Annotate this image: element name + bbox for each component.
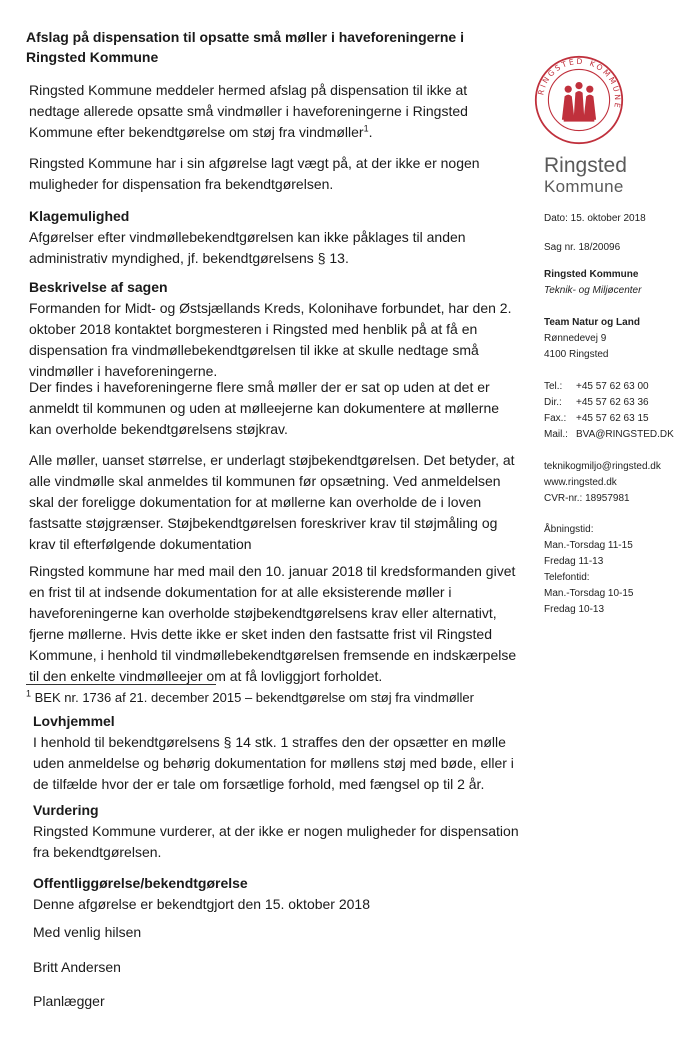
sidebar-org: Ringsted Kommune [544,269,639,280]
sidebar-cvr: CVR-nr.: 18957981 [544,493,630,504]
vurdering-section [33,800,523,863]
lovhjemmel-heading: Lovhjemmel [33,713,115,729]
dir-value[interactable]: +45 57 62 63 36 [576,397,649,408]
ringsted-seal-logo [534,55,624,145]
klage-text: Afgørelser efter vindmøllebekendtgørelsen kan ikke påklages til anden administrativ myndighed, jf. bekendtgørelsens § 13. [29,229,466,266]
hours-title: Åbningstid: [544,524,594,535]
footnote [26,690,474,706]
mail-label: Mail.: [544,429,568,440]
klage-heading: Klagemulighed [29,208,130,224]
sidebar-web [544,459,684,507]
sidebar-date: Dato: 15. oktober 2018 [544,213,646,224]
offentlig-section [33,873,523,915]
phone-weekdays: Man.-Torsdag 10-15 [544,588,634,599]
phone-friday: Fredag 10-13 [544,604,605,615]
beskrivelse-heading: Beskrivelse af sagen [29,279,168,295]
lovhjemmel-section [33,711,523,795]
mail-value[interactable]: BVA@RINGSTED.DK [576,429,674,440]
fax-value: +45 57 62 63 15 [576,413,649,424]
vurdering-text: Ringsted Kommune vurderer, at der ikke er nogen muligheder for dispensation fra bekendtgørelsen. [33,823,519,860]
fax-label: Fax.: [544,413,567,424]
sidebar-hours [544,522,684,618]
sidebar-address [544,315,684,363]
brand-name: Ringsted [544,154,627,177]
sidebar-city: 4100 Ringsted [544,349,609,360]
beskrivelse-p3: Alle møller, uanset størrelse, er underlagt støjbekendtgørelsen. Det betyder, at alle vindmølle skal anmeldes til kommunen før opsætning. Ved anmeldelsen skal der foreligge dokumentation for at møllerne kan overholde de i loven fastsatte støjgrænser. Støjbekendtgørelsen foreskriver krav til støjmåling og krav til efterfølgende dokumentation [29,452,515,552]
beskrivelse-section [29,277,519,382]
klage-section [29,206,519,269]
sidebar-contact [544,379,684,443]
phone-title: Telefontid: [544,572,590,583]
vurdering-heading: Vurdering [33,802,99,818]
dir-label: Dir.: [544,397,562,408]
intro-paragraph [29,80,519,143]
tel-value[interactable]: +45 57 62 63 00 [576,381,649,392]
sidebar-street: Rønnedevej 9 [544,333,607,344]
sidebar-email[interactable]: teknikogmiljo@ringsted.dk [544,461,661,472]
sidebar-team: Team Natur og Land [544,317,640,328]
footnote-divider [26,684,216,685]
tel-label: Tel.: [544,381,563,392]
sidebar-department [544,267,684,299]
brand-subname: Kommune [544,177,624,196]
footnote-text: BEK nr. 1736 af 21. december 2015 – bekendtgørelse om støj fra vindmøller [34,690,474,705]
beskrivelse-p1: Formanden for Midt- og Østsjællands Kreds, Kolonihave forbundet, har den 2. oktober 2018 kontaktet borgmesteren i Ringsted med henblik på at få en dispensation fra vindmøllebekendtgørelsen til ikke at skulle nedtage små vindmøller i haveforeningerne. [29,300,512,379]
intro-end: . [368,124,373,140]
footnote-number: 1 [26,688,32,699]
footnote-ref[interactable]: 1 [363,123,369,134]
sidebar-case-number: Sag nr. 18/20096 [544,242,621,253]
signatory-name: Britt Andersen [33,959,121,975]
closing-greeting: Med venlig hilsen [33,924,142,940]
sidebar-website[interactable]: www.ringsted.dk [544,477,617,488]
hours-friday: Fredag 11-13 [544,556,604,567]
decision-basis-paragraph: Ringsted Kommune har i sin afgørelse lagt vægt på, at der ikke er nogen muligheder for dispensation fra bekendtgørelsen. [29,155,480,192]
offentlig-text: Denne afgørelse er bekendtgjort den 15. oktober 2018 [33,896,371,912]
hours-weekdays: Man.-Torsdag 11-15 [544,540,633,551]
beskrivelse-p2: Der findes i haveforeningerne flere små møller der er sat op uden at det er anmeldt til kommunen og uden at mølleejerne kan dokumentere at møllerne kan overholde bekendtgørelsens støjkrav. [29,379,500,437]
sidebar-dept: Teknik- og Miljøcenter [544,285,642,296]
intro-text: Ringsted Kommune meddeler hermed afslag på dispensation til ikke at nedtage allerede opsatte små vindmøller i haveforeningerne i Ringsted Kommune efter bekendtgørelse om støj fra vindmøller [29,82,468,140]
lovhjemmel-text: I henhold til bekendtgørelsens § 14 stk. 1 straffes den der opsætter en mølle uden anmeldelse og behørig dokumentation for møllens støj med bøde, eller i de tilfælde hvor der er tale om forsætlige forhold, med fængsel op til 2 år. [33,734,514,792]
document-title: Afslag på dispensation til opsatte små møller i haveforeningerne i Ringsted Kommune [26,29,464,65]
seal-text: RINGSTED KOMMUNE [536,56,623,111]
offentlig-heading: Offentliggørelse/bekendtgørelse [33,875,248,891]
signatory-role: Planlægger [33,993,105,1009]
beskrivelse-p4: Ringsted kommune har med mail den 10. januar 2018 til kredsformanden givet en frist til at indsende dokumentation for at alle eksisterende møller i haveforeningerne kan overholde støjbekendtgørelsens krav eller alternativt, fjerne møllerne. Hvis dette ikke er sket inden den fastsatte frist vil Ringsted Kommune, i henhold til vindmøllebekendtgørelsen fremsende en indskærpelse til den enkelte vindmølleejer om at få lovliggjort forholdet. [29,563,517,684]
